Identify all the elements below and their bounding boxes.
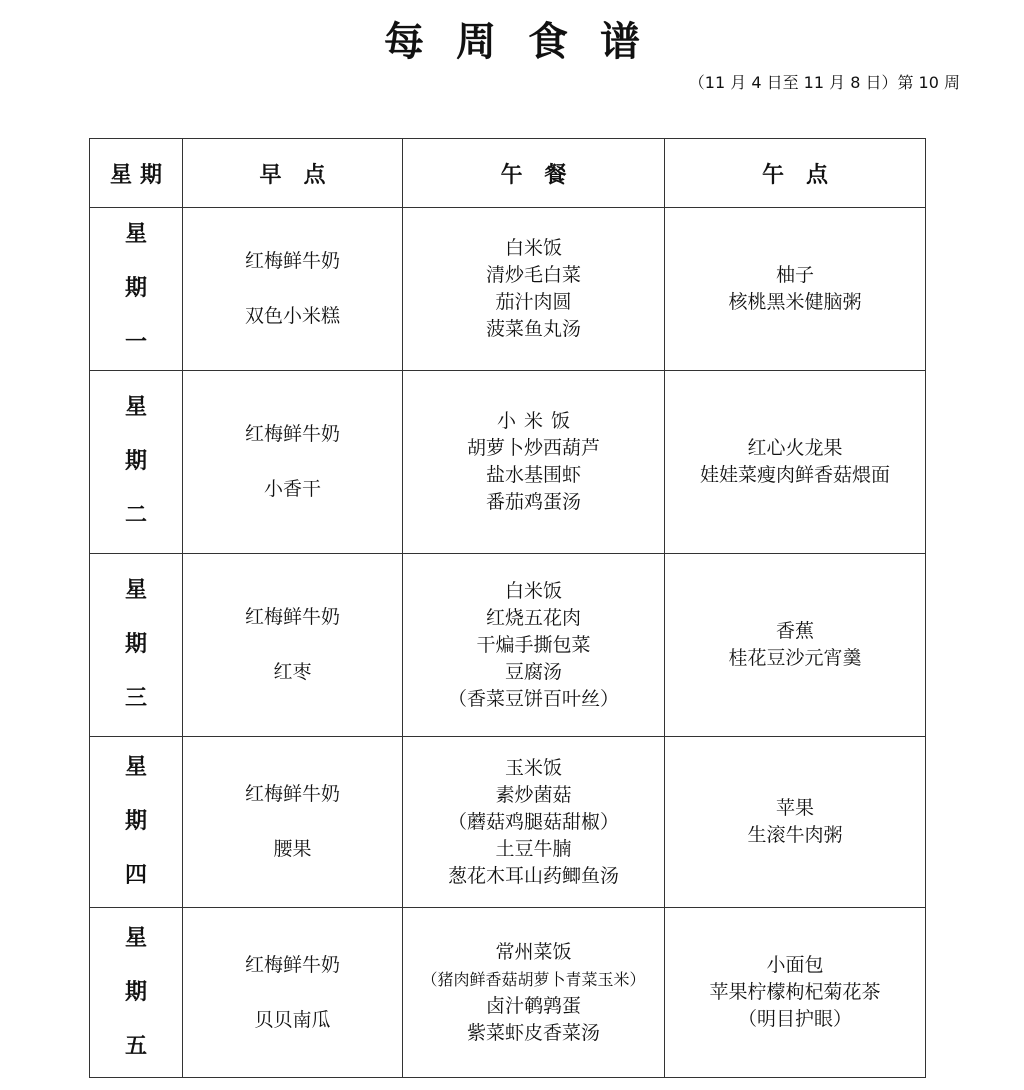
menu-item: 菠菜鱼丸汤 (485, 318, 581, 340)
lunch-cell (403, 371, 665, 554)
menu-item: 土豆牛腩 (495, 837, 572, 860)
snack-cell (665, 554, 926, 737)
table-row (90, 371, 926, 554)
menu-item: 玉米饭 (504, 756, 562, 779)
day-char: 二 (124, 503, 147, 528)
breakfast-cell (183, 371, 403, 554)
snack-cell (665, 737, 926, 908)
menu-item: 红烧五花肉 (485, 606, 581, 629)
snack-cell (665, 208, 926, 371)
menu-item: 生滚牛肉粥 (747, 824, 843, 846)
day-cell (90, 371, 183, 554)
table-header-row (90, 139, 926, 208)
snack-cell (665, 371, 926, 554)
menu-item: 豆腐汤 (504, 660, 562, 683)
menu-item: 番茄鸡蛋汤 (485, 491, 581, 513)
menu-item: （蘑菇鸡腿菇甜椒） (447, 810, 619, 833)
menu-item: 小面包 (766, 954, 824, 976)
menu-item: 娃娃菜瘦肉鲜香菇煨面 (699, 464, 890, 486)
menu-item: 紫菜虾皮香菜汤 (466, 1021, 600, 1044)
menu-item: 小香干 (263, 478, 321, 500)
day-char: 星 (124, 755, 147, 780)
menu-item: 红梅鲜牛奶 (244, 783, 340, 805)
menu-item: 柚子 (775, 264, 814, 286)
breakfast-cell (183, 908, 403, 1078)
menu-item: 香蕉 (775, 620, 814, 642)
menu-item: 小米饭 (496, 410, 578, 432)
header-lunch: 午餐 (403, 139, 665, 208)
lunch-cell (403, 908, 665, 1078)
menu-item: 白米饭 (504, 579, 562, 602)
menu-item: 苹果 (775, 797, 814, 819)
day-char: 星 (124, 925, 147, 951)
menu-item: 干煸手撕包菜 (476, 633, 591, 656)
menu-item: 红梅鲜牛奶 (244, 953, 340, 976)
menu-item: 红枣 (273, 661, 312, 683)
day-char: 期 (124, 809, 147, 834)
menu-item: （明目护眼） (737, 1008, 852, 1030)
menu-item: 素炒菌菇 (495, 783, 572, 806)
menu-item: 茄汁肉圆 (495, 291, 572, 313)
day-cell (90, 908, 183, 1078)
day-char: 四 (124, 863, 147, 888)
page-title: 每周食谱 (384, 19, 672, 65)
menu-item: 腰果 (273, 838, 312, 860)
menu-item: 葱花木耳山药鲫鱼汤 (447, 864, 619, 887)
breakfast-cell (183, 554, 403, 737)
menu-item: 双色小米糕 (244, 305, 340, 327)
day-char: 星 (124, 578, 147, 603)
day-cell (90, 208, 183, 371)
menu-item: 核桃黑米健脑粥 (728, 291, 862, 313)
day-cell (90, 737, 183, 908)
table-row (90, 908, 926, 1078)
menu-item: 白米饭 (504, 237, 562, 259)
menu-item: 常州菜饭 (495, 940, 572, 963)
menu-item: 卤汁鹌鹑蛋 (485, 994, 581, 1017)
day-char: 期 (124, 449, 147, 474)
day-char: 三 (124, 686, 147, 711)
lunch-cell (403, 554, 665, 737)
header-snack: 午点 (665, 139, 926, 208)
menu-item: （猪肉鲜香菇胡萝卜青菜玉米） (421, 969, 646, 989)
header-day: 星期 (90, 139, 183, 208)
menu-item: 红心火龙果 (747, 437, 843, 459)
week-subtitle: （11 月 4 日至 11 月 8 日）第 10 周 (688, 73, 960, 92)
menu-item: 桂花豆沙元宵羹 (728, 647, 862, 669)
breakfast-cell (183, 737, 403, 908)
table-row (90, 554, 926, 737)
day-char: 星 (124, 222, 147, 247)
day-char: 期 (124, 276, 147, 301)
snack-cell (665, 908, 926, 1078)
weekly-menu-table (89, 138, 926, 1078)
table-row (90, 208, 926, 371)
lunch-cell (403, 737, 665, 908)
menu-item: 苹果柠檬枸杞菊花茶 (709, 981, 881, 1003)
menu-item: 贝贝南瓜 (254, 1008, 331, 1031)
day-cell (90, 554, 183, 737)
menu-item: 红梅鲜牛奶 (244, 250, 340, 272)
menu-item: 盐水基围虾 (485, 464, 581, 486)
lunch-cell (403, 208, 665, 371)
menu-item: （香菜豆饼百叶丝） (447, 687, 619, 710)
breakfast-cell (183, 208, 403, 371)
header-breakfast: 早点 (183, 139, 403, 208)
day-char: 一 (124, 330, 147, 355)
day-char: 星 (124, 395, 147, 420)
day-char: 五 (124, 1033, 147, 1059)
menu-item: 红梅鲜牛奶 (244, 606, 340, 628)
day-char: 期 (124, 632, 147, 657)
table-row (90, 737, 926, 908)
menu-item: 红梅鲜牛奶 (244, 423, 340, 445)
menu-item: 胡萝卜炒西葫芦 (466, 437, 600, 459)
menu-item: 清炒毛白菜 (485, 264, 581, 286)
day-char: 期 (124, 979, 147, 1005)
